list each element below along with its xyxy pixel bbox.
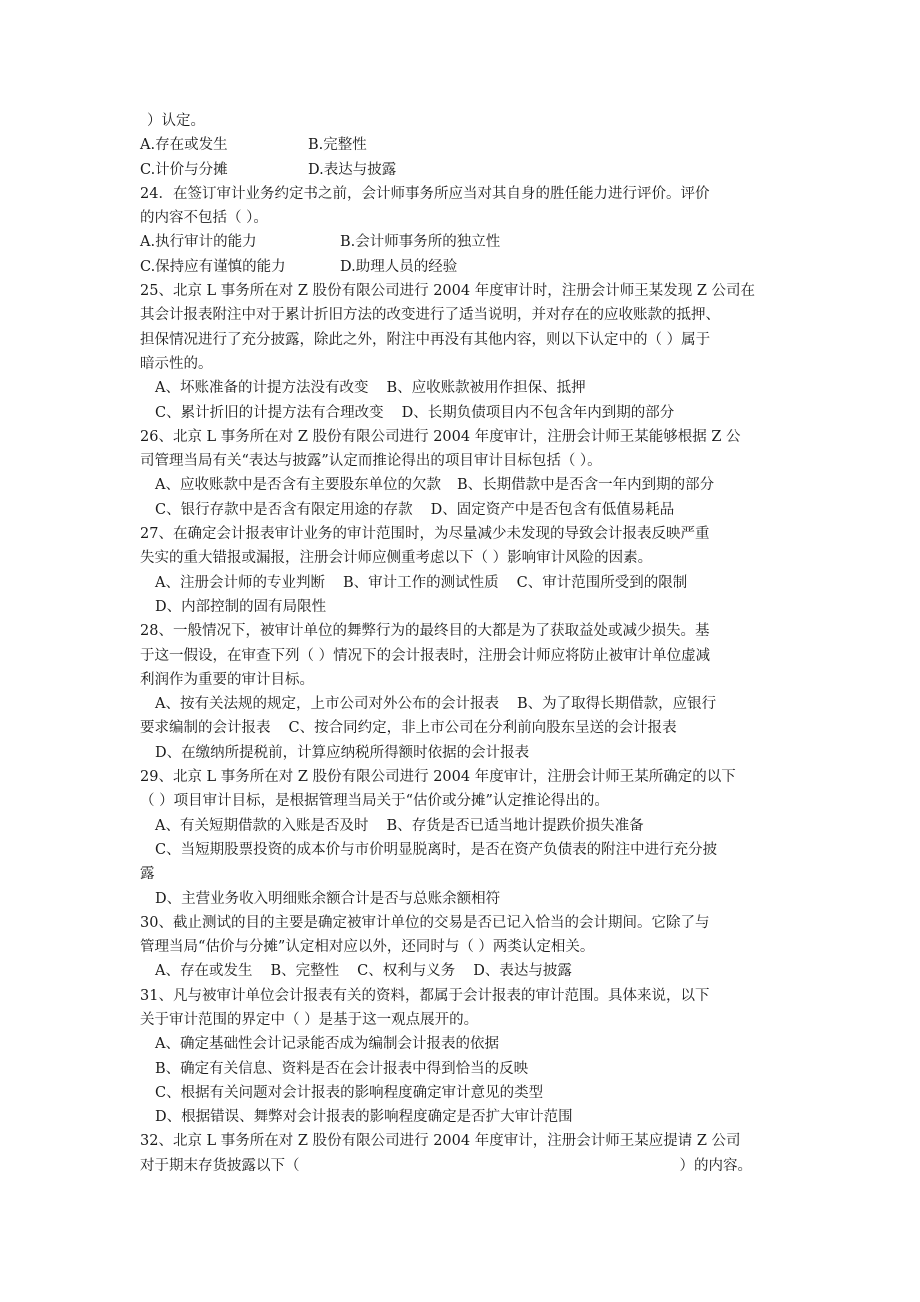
- option-row: [140, 133, 790, 157]
- option-a: A、坏账准备的计提方法没有改变: [155, 380, 369, 397]
- text-line: [140, 1154, 790, 1178]
- text-line: 关于审计范围的界定中（ ）是基于这一观点展开的。: [140, 1011, 479, 1028]
- option-b: B、为了取得长期借款，应银行: [516, 696, 717, 713]
- option-row: [140, 959, 790, 983]
- question-31: 31、凡与被审计单位会计报表有关的资料，都属于会计报表的审计范围。具体来说，以下: [140, 987, 710, 1004]
- option-d: D、根据错误、舞弊对会计报表的影响程度确定是否扩大审计范围: [155, 1109, 573, 1126]
- option-row: [140, 230, 790, 254]
- option-a: A.存在或发生: [140, 137, 228, 154]
- text-line: 利润作为重要的审计目标。: [140, 671, 314, 688]
- option-d: D、内部控制的固有局限性: [155, 598, 327, 615]
- option-row: [140, 571, 790, 595]
- question-32-start: 对于期末存货披露以下（: [140, 1157, 300, 1174]
- question-24: 24．在签订审计业务约定书之前，会计师事务所应当对其自身的胜任能力进行评价。评价: [140, 185, 710, 202]
- option-d: D、表达与披露: [473, 963, 572, 980]
- option-a: A、存在或发生: [155, 963, 253, 980]
- option-a: A、应收账款中是否含有主要股东单位的欠款: [155, 477, 441, 494]
- option-b: B、长期借款中是否含一年内到期的部分: [456, 477, 715, 494]
- question-29: 29、北京 L 事务所在对 Z 股份有限公司进行 2004 年度审计，注册会计师王某所确定的以下: [140, 769, 736, 786]
- option-row: [140, 158, 790, 182]
- text-line: 的内容不包括（ ）。: [140, 210, 268, 227]
- option-row: [140, 595, 790, 619]
- option-b-continued: 要求编制的会计报表: [140, 720, 271, 737]
- option-row: [140, 716, 790, 740]
- option-a: A、有关短期借款的入账是否及时: [155, 817, 369, 834]
- question-25: 25、北京 L 事务所在对 Z 股份有限公司进行 2004 年度审计时，注册会计师王某发现 Z 公司在: [140, 283, 756, 300]
- option-row: [140, 376, 790, 400]
- option-row: [140, 473, 790, 497]
- option-d: D.助理人员的经验: [340, 258, 458, 275]
- text-line: 暗示性的。: [140, 355, 213, 372]
- option-b: B、应收账款被用作担保、抵押: [386, 380, 586, 397]
- question-27: 27、在确定会计报表审计业务的审计范围时，为尽量减少未发现的导致会计报表反映严重: [140, 526, 710, 543]
- option-b: B.完整性: [308, 137, 367, 154]
- text-line: 其会计报表附注中对于累计折旧方法的改变进行了适当说明，并对存在的应收账款的抵押、: [140, 307, 720, 324]
- option-a: A、确定基础性会计记录能否成为编制会计报表的依据: [155, 1036, 499, 1053]
- option-c: C、审计范围所受到的限制: [516, 574, 688, 591]
- option-d: D、主营业务收入明细账余额合计是否与总账余额相符: [155, 890, 501, 907]
- option-d: D、长期负债项目内不包含年内到期的部分: [401, 404, 675, 421]
- text-line: 于这一假设，在审查下列（ ）情况下的会计报表时，注册会计师应将防止被审计单位虚减: [140, 647, 711, 664]
- option-d: D.表达与披露: [308, 161, 397, 178]
- question-32: 32、北京 L 事务所在对 Z 股份有限公司进行 2004 年度审计，注册会计师王某应提请 Z 公司: [140, 1133, 741, 1150]
- option-a: A、按有关法规的规定，上市公司对外公布的会计报表: [155, 696, 499, 713]
- option-row: [140, 814, 790, 838]
- option-b: B、审计工作的测试性质: [342, 574, 499, 591]
- text-line: ）认定。: [147, 113, 205, 129]
- option-c: C、权利与义务: [357, 963, 456, 980]
- option-c: C.保持应有谨慎的能力: [140, 258, 286, 275]
- question-28: 28、一般情况下，被审计单位的舞弊行为的最终目的大都是为了获取益处或减少损失。基: [140, 623, 710, 640]
- document-body: [140, 109, 790, 1178]
- text-line: 司管理当局有关“表达与披露”认定而推论得出的项目审计目标包括（ ）。: [140, 453, 602, 470]
- option-row: [140, 255, 790, 279]
- option-c: C、当短期股票投资的成本价与市价明显脱离时，是否在资产负债表的附注中进行充分披: [155, 841, 718, 858]
- text-line: 露: [140, 866, 155, 883]
- option-row: [140, 401, 790, 425]
- option-b: B、完整性: [270, 963, 340, 980]
- text-line: 管理当局“估价与分摊”认定相对应以外，还同时与（ ）两类认定相关。: [140, 939, 595, 956]
- option-b: B.会计师事务所的独立性: [340, 234, 501, 251]
- option-b: B、确定有关信息、资料是否在会计报表中得到恰当的反映: [155, 1060, 529, 1077]
- option-c: C、根据有关问题对会计报表的影响程度确定审计意见的类型: [155, 1084, 544, 1101]
- question-26: 26、北京 L 事务所在对 Z 股份有限公司进行 2004 年度审计，注册会计师王某能够根据 Z 公: [140, 428, 741, 445]
- option-d: D、固定资产中是否包含有低值易耗品: [430, 501, 675, 518]
- text-line: 担保情况进行了充分披露，除此之外，附注中再没有其他内容，则以下认定中的（ ）属于: [140, 331, 711, 348]
- option-a: A、注册会计师的专业判断: [155, 574, 325, 591]
- option-c: C.计价与分摊: [140, 161, 228, 178]
- option-row: [140, 741, 790, 765]
- option-c: C、银行存款中是否含有限定用途的存款: [155, 501, 413, 518]
- option-row: [140, 498, 790, 522]
- option-a: A.执行审计的能力: [140, 234, 257, 251]
- option-b: B、存货是否已适当地计提跌价损失准备: [386, 817, 644, 834]
- question-32-end: ）的内容。: [679, 1157, 752, 1174]
- text-line: （ ）项目审计目标，是根据管理当局关于“估价或分摊”认定推论得出的。: [140, 793, 609, 810]
- option-c: C、按合同约定，非上市公司在分利前向股东呈送的会计报表: [288, 720, 677, 737]
- text-line: 失实的重大错报或漏报，注册会计师应侧重考虑以下（ ）影响审计风险的因素。: [140, 550, 653, 567]
- option-row: [140, 692, 790, 716]
- option-c: C、累计折旧的计提方法有合理改变: [155, 404, 384, 421]
- question-30: 30、截止测试的目的主要是确定被审计单位的交易是否已记入恰当的会计期间。它除了与: [140, 914, 710, 931]
- option-d: D、在缴纳所提税前，计算应纳税所得额时依据的会计报表: [155, 744, 530, 761]
